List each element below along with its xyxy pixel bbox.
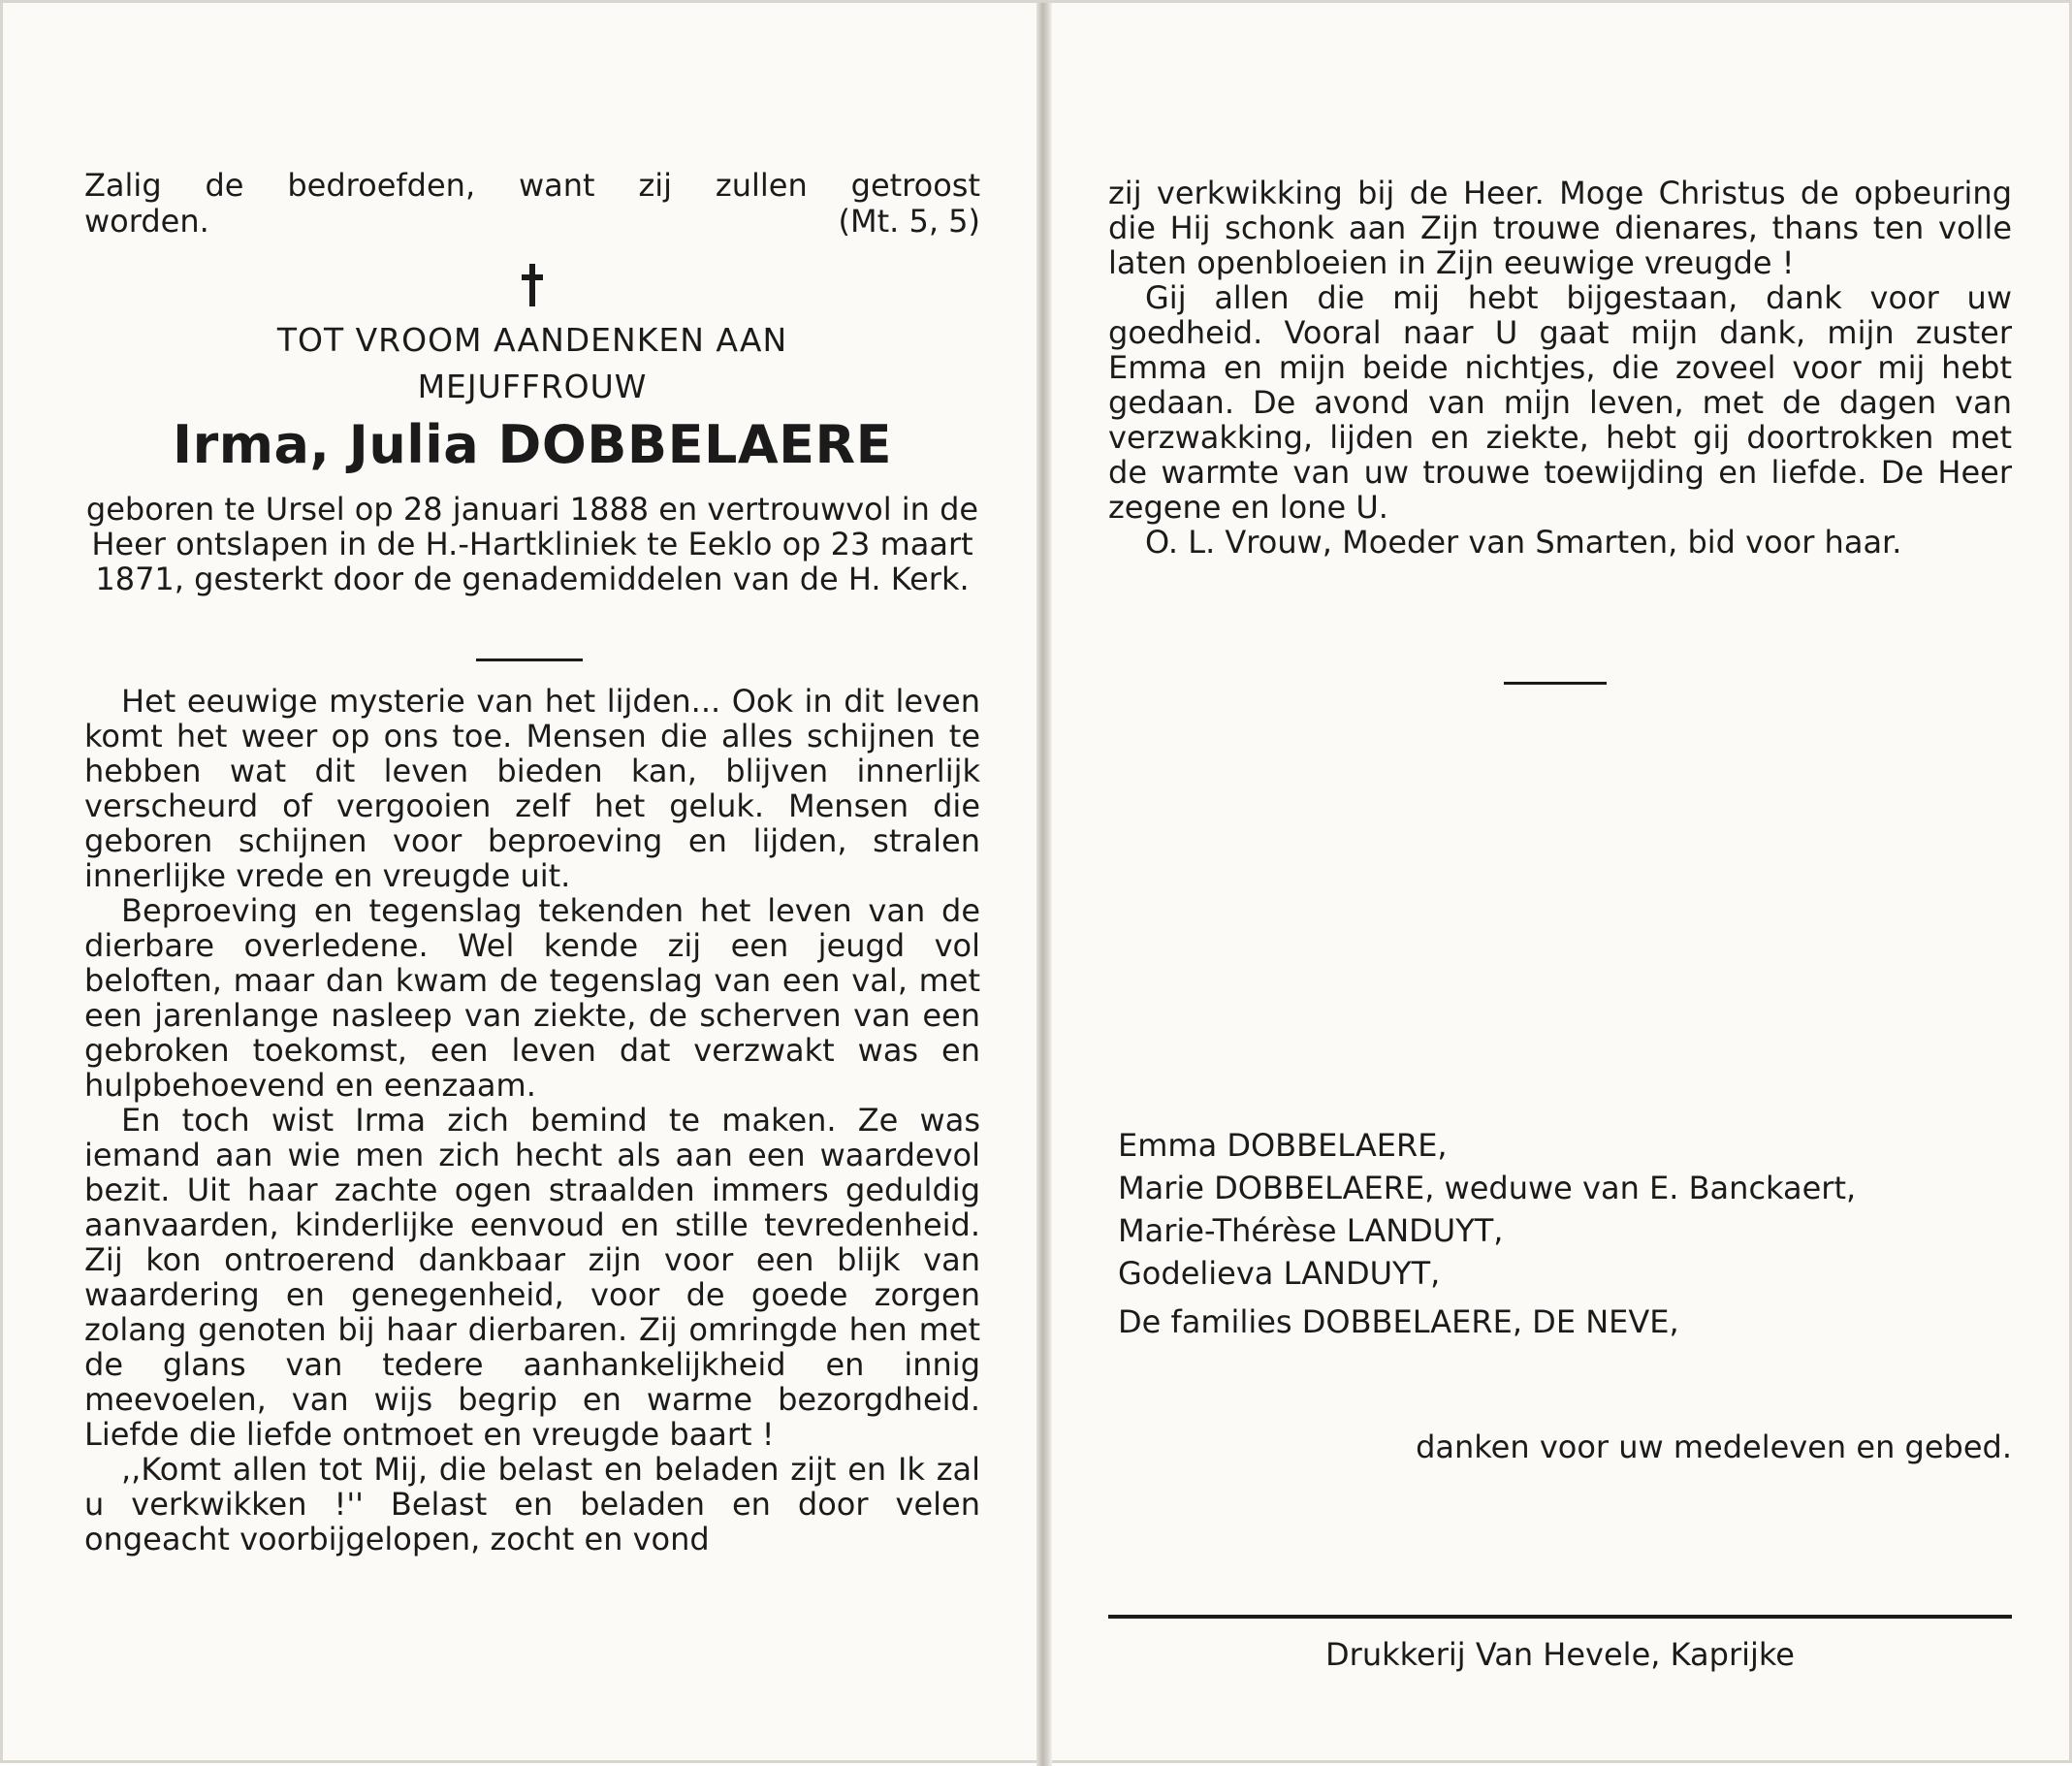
paragraph: zij verkwikking bij de Heer. Moge Christus de opbeuring die Hij schonk aan Zijn trouwe dienares, thans ten volle laten openbloeien in Zijn eeuwige vreugde ! xyxy=(1108,175,2012,281)
family-member: De families DOBBELAERE, DE NEVE, xyxy=(1118,1303,1679,1340)
verse-reference: (Mt. 5, 5) xyxy=(838,203,980,240)
printer-credit: Drukkerij Van Hevele, Kaprijke xyxy=(1325,1636,1795,1673)
divider xyxy=(476,658,583,661)
right-body-text xyxy=(1108,176,2012,560)
heading-title: MEJUFFROUW xyxy=(417,368,648,405)
left-body-text xyxy=(84,684,980,1557)
paragraph: ,,Komt allen tot Mij, die belast en beladen zijt en Ik zal u verkwikken !'' Belast en beladen en door velen ongeacht voorbijgelopen, zocht en vond xyxy=(84,1451,980,1557)
right-panel xyxy=(1108,3,2012,1766)
latin-cross-icon xyxy=(84,253,980,311)
divider xyxy=(1504,682,1607,685)
bible-verse xyxy=(84,168,980,240)
paragraph: Beproeving en tegenslag tekenden het leven van de dierbare overledene. Wel kende zij een jeugd vol beloften, maar dan kwam de tegenslag van een val, met een jarenlange nasleep van ziekte, de scherven van een gebroken toekomst, een leven dat verzwakt was en hulpbehoevend en eenzaam. xyxy=(84,892,980,1104)
family-member: Marie DOBBELAERE, weduwe van E. Banckaert, xyxy=(1118,1170,1857,1206)
paragraph: En toch wist Irma zich bemind te maken. Ze was iemand aan wie men zich hecht als aan een waardevol bezit. Uit haar zachte ogen straalden immers geduldig aanvaarden, kinderlijke eenvoud en stille tevredenheid. Zij kon ontroerend dankbaar zijn voor een blijk van waardering en genegenheid, voor de goede zorgen zolang genoten bij haar dierbaren. Zij omringde hen met de glans van tedere aanhankelijkheid en innig meevoelen, van wijs begrip en warme bezorgdheid. Liefde die liefde ontmoet en vreugde baart ! xyxy=(84,1102,980,1453)
left-panel xyxy=(84,3,980,1766)
family-list xyxy=(1118,1124,1856,1343)
card-fold xyxy=(1036,3,1052,1766)
footer-divider xyxy=(1108,1615,2012,1619)
family-member: Emma DOBBELAERE, xyxy=(1118,1127,1448,1164)
paragraph: Het eeuwige mysterie van het lijden... Ook in dit leven komt het weer op ons toe. Mensen die alles schijnen te hebben wat dit leven bieden kan, blijven innerlijk verscheurd of vergooien zelf het geluk. Mensen die geboren schijnen voor beproeving en lijden, stralen innerlijke vrede en vreugde uit. xyxy=(84,683,980,894)
heading-line: TOT VROOM AANDENKEN AAN xyxy=(276,321,788,359)
deceased-name: Irma, Julia DOBBELAERE xyxy=(172,414,893,475)
verse-line: Zalig de bedroefden, want zij zullen getroost xyxy=(84,167,980,204)
thanks-line: danken voor uw medeleven en gebed. xyxy=(1416,1429,2012,1465)
family-member: Godelieva LANDUYT, xyxy=(1118,1255,1441,1292)
birth-death-text: geboren te Ursel op 28 januari 1888 en vertrouwvol in de Heer ontslapen in de H.-Hartkliniek te Eeklo op 23 maart 1871, gesterkt door de genademiddelen van de H. Kerk. xyxy=(85,491,979,597)
paragraph: Gij allen die mij hebt bijgestaan, dank voor uw goedheid. Vooral naar U gaat mijn dank, mijn zuster Emma en mijn beide nichtjes, die zoveel voor mij hebt gedaan. De avond van mijn leven, met de dagen van verzwakking, lijden en ziekte, hebt gij doortrokken met de warmte van uw trouwe toewijding en liefde. De Heer zegene en lone U. xyxy=(1108,279,2012,526)
prayer-line: O. L. Vrouw, Moeder van Smarten, bid voor haar. xyxy=(1145,524,1902,561)
family-member: Marie-Thérèse LANDUYT, xyxy=(1118,1212,1504,1249)
verse-line-end: worden. xyxy=(84,203,209,240)
